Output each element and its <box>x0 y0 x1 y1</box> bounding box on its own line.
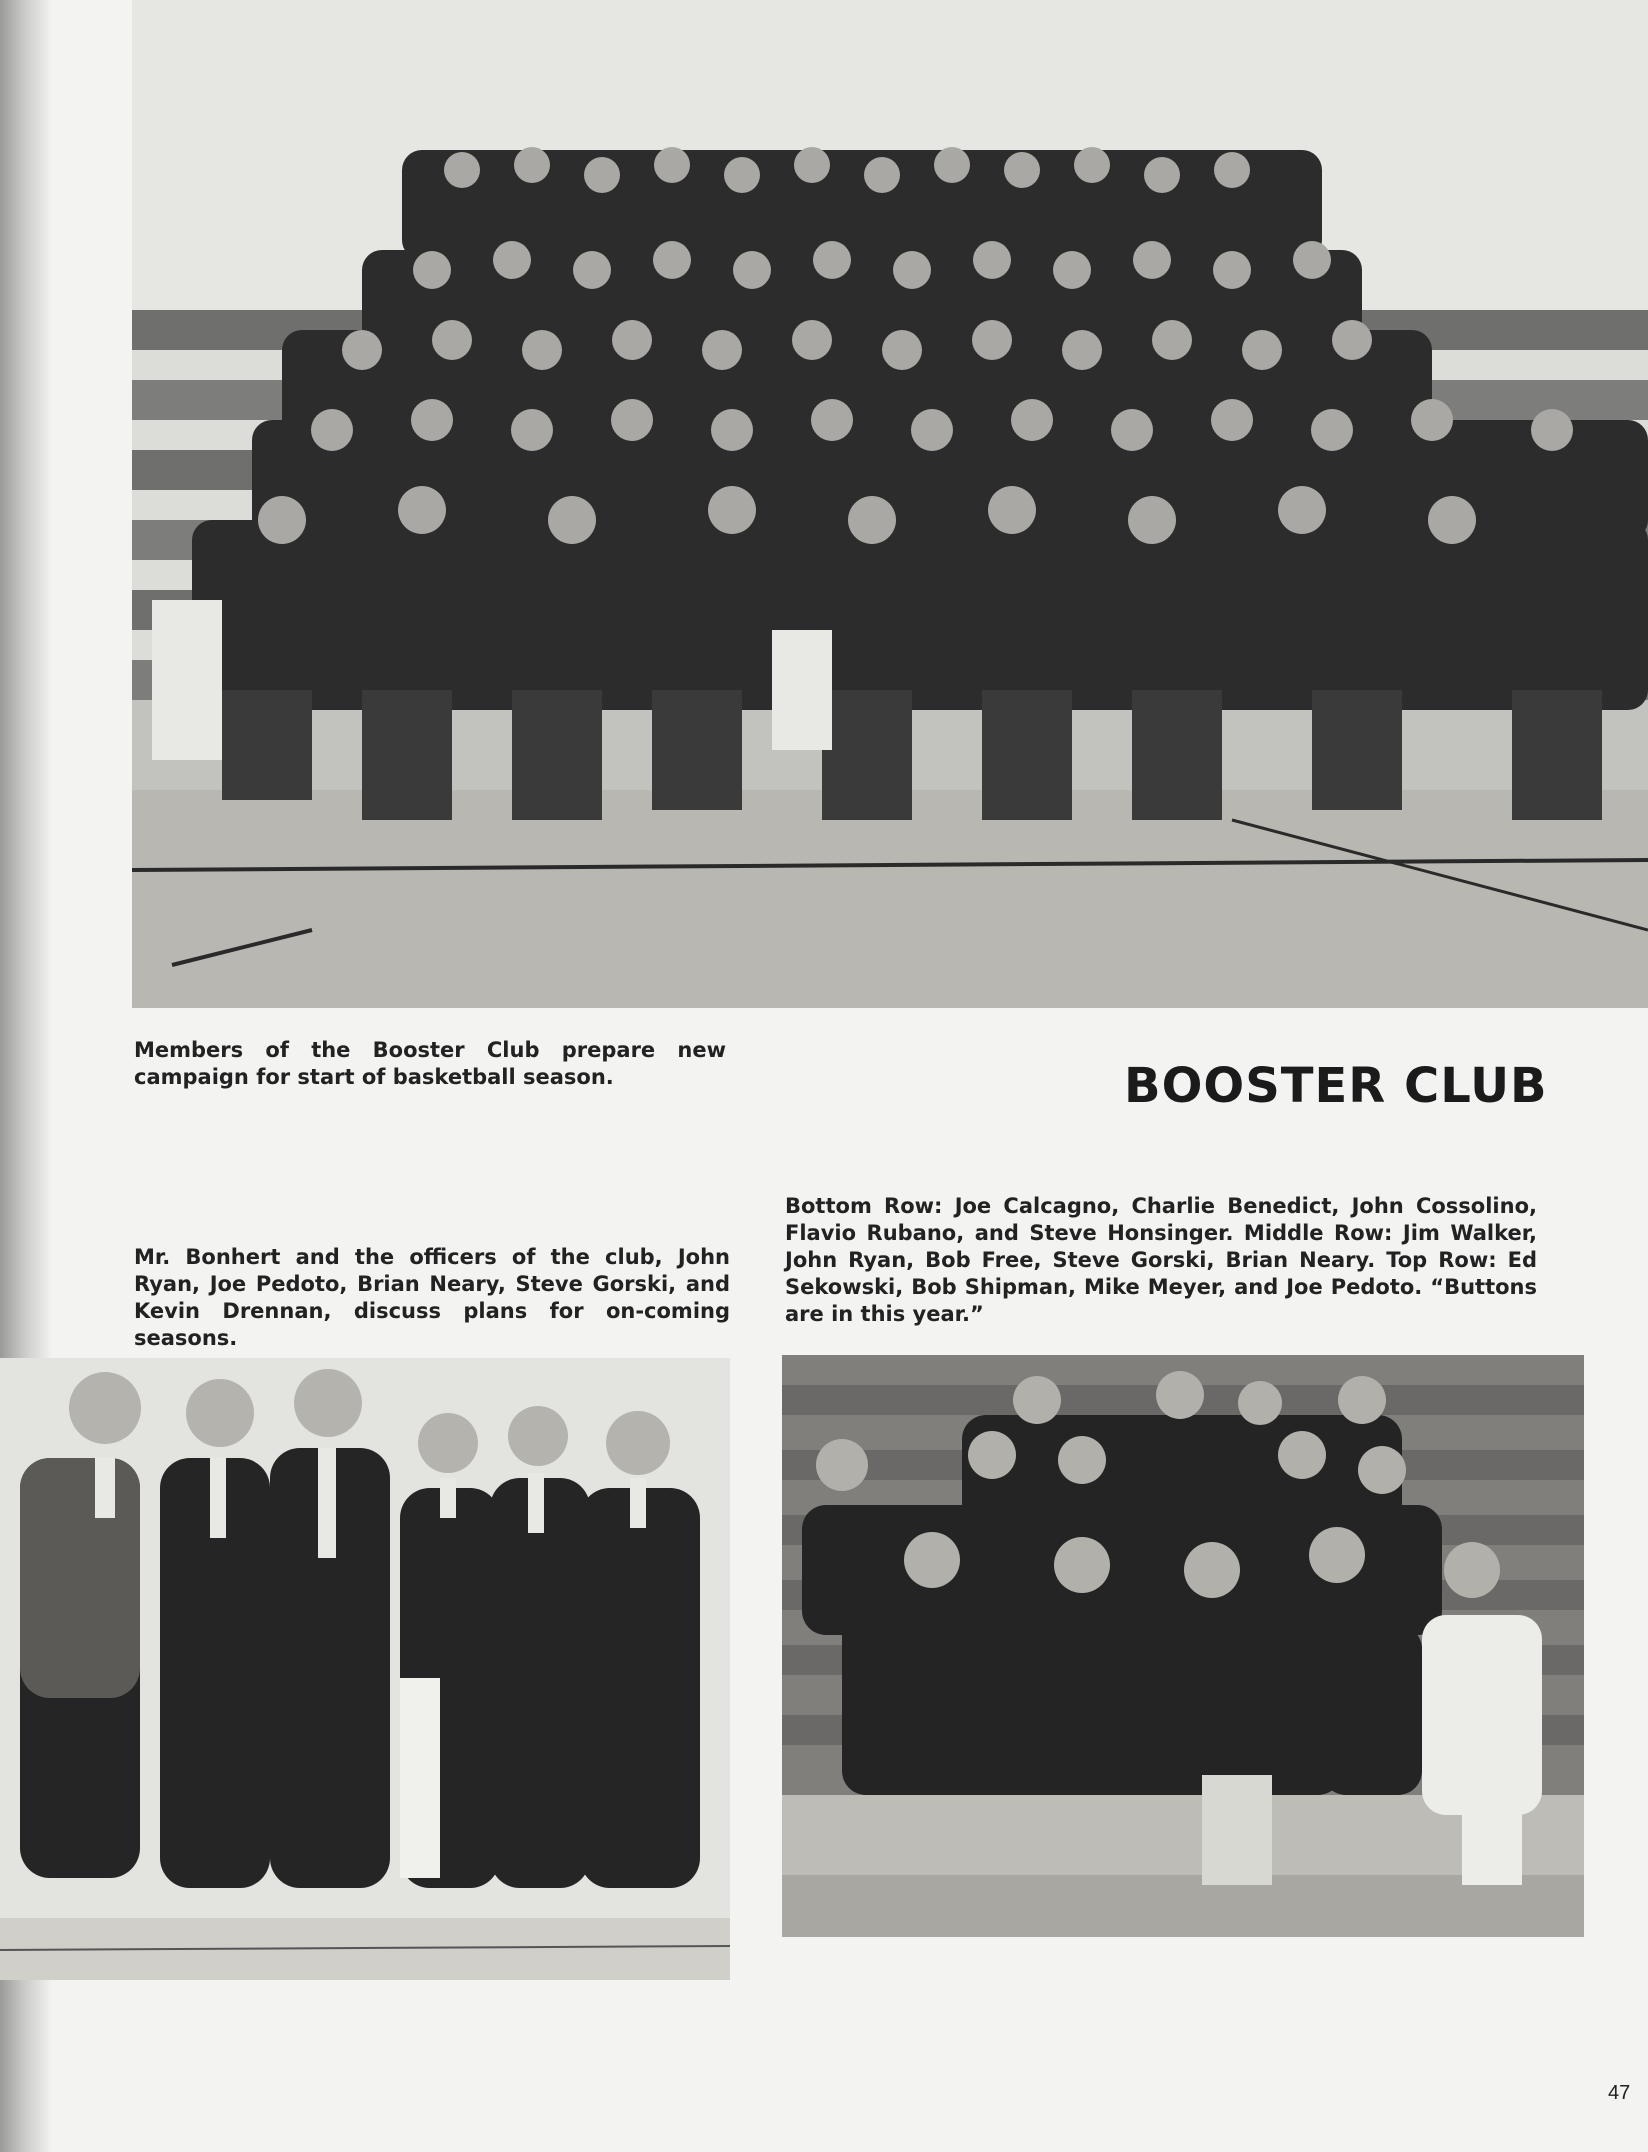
second-group-photo <box>782 1355 1584 1937</box>
main-photo-caption: Members of the Booster Club prepare new campaign for start of basketball season. <box>134 1038 726 1089</box>
page-number: 47 <box>1608 2082 1631 2104</box>
officers-photo <box>0 1358 730 1980</box>
group-photo-booster-club <box>132 0 1648 1008</box>
second-photo-caption: Bottom Row: Joe Calcagno, Charlie Benedict, John Cossolino, Flavio Rubano, and Steve Honsinger. Middle Row: Jim Walker, John Ryan, Bob Free, Steve Gorski, Brian Neary. Top Row: Ed Sekowski, Bob Shipman, Mike Meyer, and Joe Pedoto. “Buttons are in this year.” <box>785 1194 1537 1326</box>
section-title: BOOSTER CLUB <box>1124 1058 1548 1114</box>
officers-photo-caption: Mr. Bonhert and the officers of the club, John Ryan, Joe Pedoto, Brian Neary, Steve Gorski, and Kevin Drennan, discuss plans for on-coming seasons. <box>134 1245 730 1350</box>
